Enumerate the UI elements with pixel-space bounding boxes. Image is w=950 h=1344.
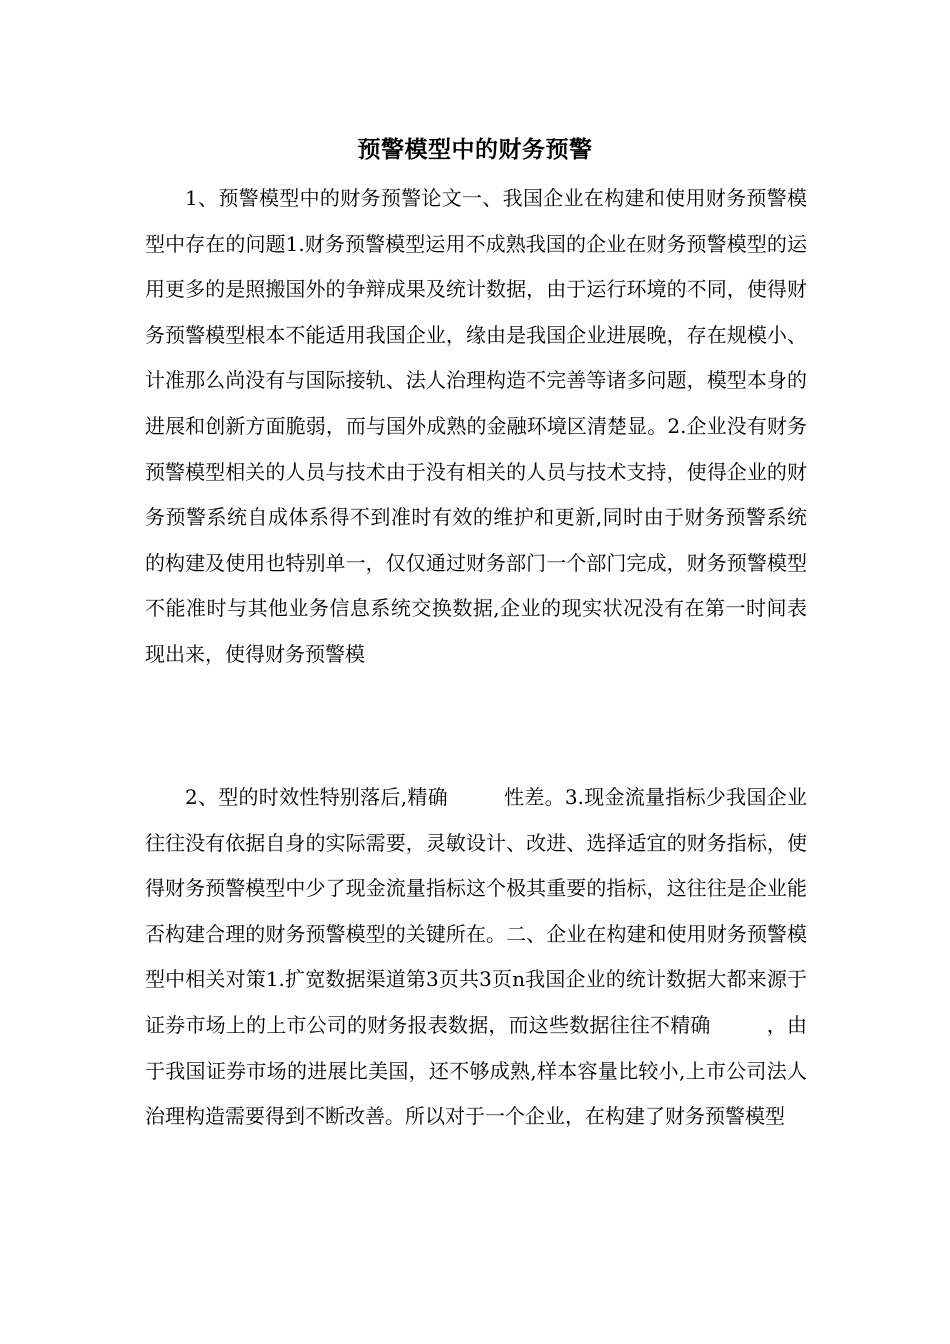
paragraph-2-part-2: 性差。3.现金流量指标少我国企业往往没有依据自身的实际需要，灵敏设计、改进、选择适宜的财务指标，使得财务预警模型中少了现金流量指标这个极其重要的指标，这往往是企业能否构建合理的财务预警模型的关键所在。二、企业在构建和使用财务预警模型中相关对策1.扩宽数据渠道第3页共3页n我国企业的统计数据大都来源于证券市场上的上市公司的财务报表数据，而这些数据往往不精确 — [145, 785, 807, 1037]
paragraph-2-part-1: 2、型的时效性特别落后,精确 — [185, 785, 448, 809]
document-title: 预警模型中的财务预警 — [357, 136, 593, 163]
paragraph-2 — [145, 775, 807, 1140]
paragraph-1: 1、预警模型中的财务预警论文一、我国企业在构建和使用财务预警模型中存在的问题1.财务预警模型运用不成熟我国的企业在财务预警模型的运用更多的是照搬国外的争辩成果及统计数据，由于运行环境的不同，使得财务预警模型根本不能适用我国企业，缘由是我国企业进展晚，存在规模小、计准那么尚没有与国际接轨、法人治理构造不完善等诸多问题，模型本身的进展和创新方面脆弱，而与国外成熟的金融环境区清楚显。2.企业没有财务预警模型相关的人员与技术由于没有相关的人员与技术支持，使得企业的财务预警系统自成体系得不到准时有效的维护和更新,同时由于财务预警系统的构建及使用也特别单一，仅仅通过财务部门一个部门完成，财务预警模型不能准时与其他业务信息系统交换数据,企业的现实状况没有在第一时间表现出来，使得财务预警模 — [145, 186, 807, 666]
paragraph-2-part-3: ，由于我国证券市场的进展比美国，还不够成熟,样本容量比较小,上市公司法人治理构造需要得到不断改善。所以对于一个企业，在构建了财务预警模型 — [145, 1012, 808, 1129]
